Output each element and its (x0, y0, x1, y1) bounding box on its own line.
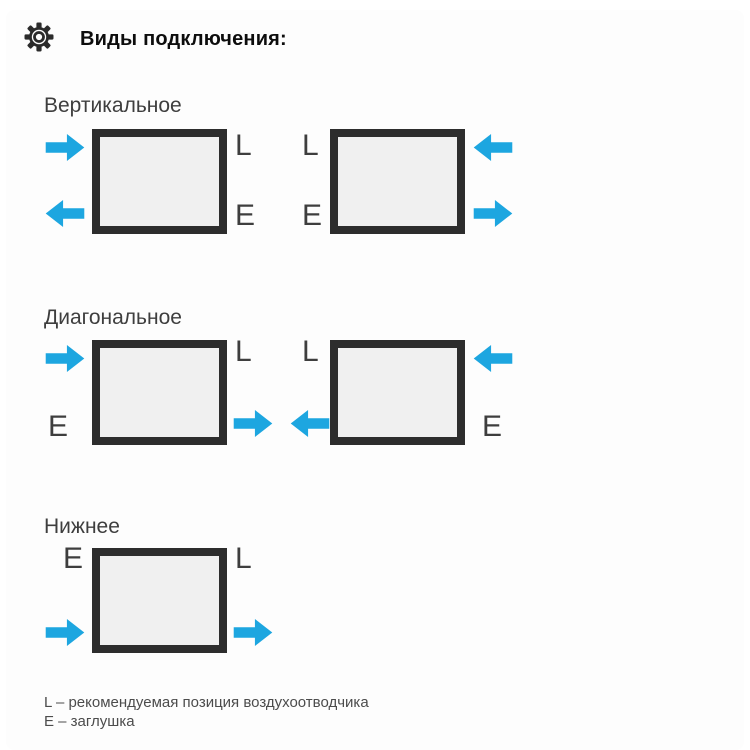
plug-label: E (48, 410, 69, 443)
legend-line-air-vent: L – рекомендуемая позиция воздухоотводчика (44, 694, 369, 711)
legend-line-plug: E – заглушка (44, 713, 135, 730)
air-vent-label: L (302, 129, 319, 162)
plug-label: E (235, 199, 256, 232)
plug-label: E (302, 199, 323, 232)
section-label-vertical: Вертикальное (44, 94, 182, 117)
radiator-rect (92, 548, 227, 653)
plug-label: E (63, 542, 84, 575)
arrow-right-icon (233, 410, 273, 437)
arrow-left-icon (290, 410, 330, 437)
arrow-right-icon (45, 134, 85, 161)
air-vent-label: L (235, 335, 252, 368)
radiator-rect (92, 340, 227, 445)
arrow-right-icon (45, 619, 85, 646)
air-vent-label: L (302, 335, 319, 368)
section-label-diagonal: Диагональное (44, 306, 182, 329)
section-label-bottom: Нижнее (44, 515, 120, 538)
page-title: Виды подключения: (80, 28, 287, 50)
arrow-right-icon (45, 345, 85, 372)
gear-icon (23, 21, 55, 53)
arrow-left-icon (473, 134, 513, 161)
arrow-left-icon (45, 200, 85, 227)
radiator-rect (330, 340, 465, 445)
arrow-left-icon (473, 345, 513, 372)
radiator-rect (92, 129, 227, 234)
plug-label: E (482, 410, 503, 443)
air-vent-label: L (235, 129, 252, 162)
radiator-rect (330, 129, 465, 234)
arrow-right-icon (473, 200, 513, 227)
air-vent-label: L (235, 542, 252, 575)
arrow-right-icon (233, 619, 273, 646)
